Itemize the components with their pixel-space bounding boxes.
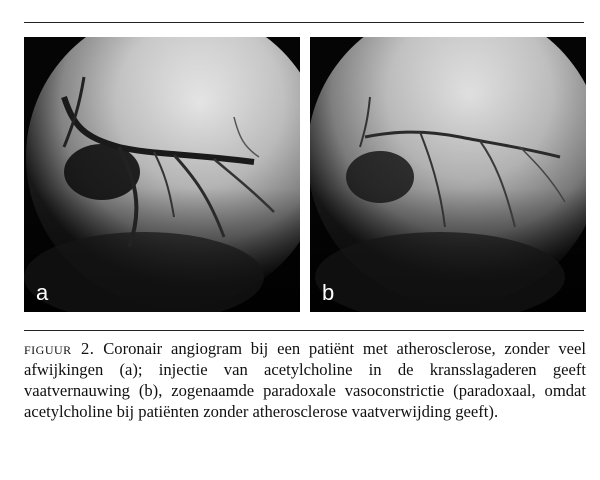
caption-text: Coronair angiogram bij een patiënt met atherosclerose, zonder veel afwijkingen (a); injectie van acetylcholine in de kransslagaderen geeft vaatvernauwing (b), zogenaamde paradoxale vasoconstrictie (paradoxaal, omdat acetylcholine bij patiënten zonder atherosclerose vaatverwijding geeft). [24,339,587,421]
angiogram-image-a [24,37,300,312]
panel-label-a: a [36,280,49,305]
caption-rule [24,330,584,331]
figure-caption [24,338,586,422]
angiogram-panel-b [310,37,586,312]
figure-label: figuur 2. [24,339,95,358]
angiogram-panel-a [24,37,300,312]
top-rule [24,22,584,23]
angiogram-image-b [310,37,586,312]
panel-label-b: b [322,280,335,305]
